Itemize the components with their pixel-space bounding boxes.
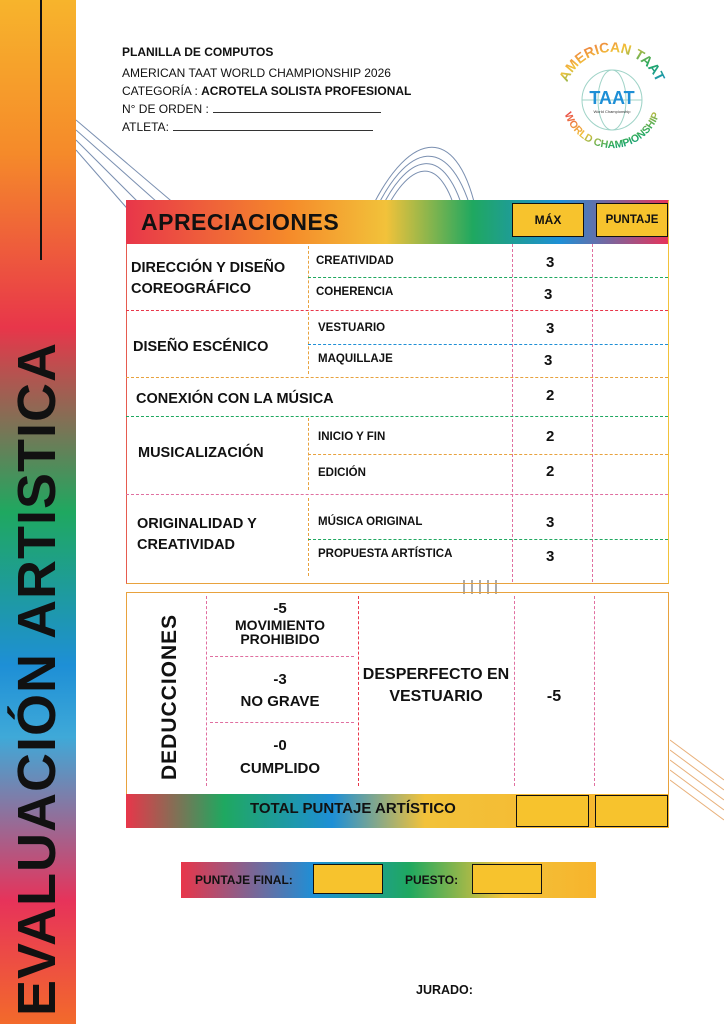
championship-logo (550, 38, 674, 162)
jurado-label: JURADO: (416, 983, 473, 997)
divider (308, 277, 668, 278)
deduction-value: -0 (273, 737, 287, 754)
deduction-value: -3 (273, 671, 287, 688)
special-deduction-value: -5 (546, 688, 562, 705)
atleta-field[interactable] (173, 121, 373, 131)
item-label: MÚSICA ORIGINAL (318, 516, 423, 528)
score-cell[interactable] (594, 312, 666, 343)
divider (308, 454, 668, 455)
deductions-title: DEDUCCIONES (158, 613, 181, 780)
category-label: DISEÑO ESCÉNICO (133, 339, 269, 355)
side-title: EVALUACIÓN ARTISTICA (7, 342, 67, 1016)
special-deduction-label: DESPERFECTO EN VESTUARIO (362, 666, 510, 705)
item-label: CREATIVIDAD (316, 255, 394, 267)
divider (126, 377, 668, 378)
header-categoria (122, 84, 411, 98)
item-label: MAQUILLAJE (318, 353, 393, 365)
divider (206, 596, 207, 786)
logo-small-text: World Championship (593, 109, 631, 114)
score-cell[interactable] (594, 279, 666, 309)
deduction-label: MOVIMIENTO PROHIBIDO (235, 617, 325, 647)
score-header: PUNTAJE (596, 203, 668, 237)
atleta-label: ATLETA: (122, 120, 169, 134)
header-atleta (122, 120, 373, 134)
divider (126, 494, 668, 495)
category-label: DIRECCIÓN Y DISEÑO COREOGRÁFICO (131, 260, 286, 297)
divider (592, 244, 593, 582)
deduction-label: CUMPLIDO (240, 760, 320, 777)
deduction-value: -5 (273, 600, 287, 617)
score-cell[interactable] (594, 456, 666, 493)
side-divider-line (40, 0, 42, 260)
categoria-label: CATEGORÍA : (122, 84, 198, 98)
divider (358, 596, 359, 786)
max-header: MÁX (512, 203, 584, 237)
header-orden (122, 102, 381, 116)
table-title: APRECIACIONES (141, 209, 340, 235)
score-cell[interactable] (594, 346, 666, 376)
logo-top-text: AMERICAN TAAT (555, 38, 669, 84)
svg-text:AMERICAN TAAT (556, 39, 669, 84)
divider (514, 596, 515, 786)
deduction-label: NO GRAVE (240, 693, 320, 710)
divider (308, 539, 668, 540)
score-cell[interactable] (594, 379, 666, 415)
svg-text:WORLD CHAMPIONSHIP (562, 110, 663, 151)
logo-bottom-text: WORLD CHAMPIONSHIP (561, 110, 663, 152)
categoria-value: ACROTELA SOLISTA PROFESIONAL (201, 84, 412, 98)
divider (594, 596, 595, 786)
total-label: TOTAL PUNTAJE ARTÍSTICO (250, 800, 456, 817)
final-score-box[interactable] (313, 864, 383, 894)
score-cell[interactable] (594, 246, 666, 276)
place-label: PUESTO: (405, 873, 459, 887)
divider (512, 244, 513, 582)
total-score-box[interactable] (595, 795, 668, 827)
divider (308, 312, 309, 374)
jurado-signature-field[interactable] (490, 980, 650, 1000)
divider (210, 656, 354, 657)
item-label: INICIO Y FIN (318, 431, 386, 443)
orden-field[interactable] (213, 103, 381, 113)
orden-label: N° DE ORDEN : (122, 102, 209, 116)
score-cell[interactable] (594, 541, 666, 581)
max-value: 2 (546, 387, 555, 404)
divider (126, 416, 668, 417)
deduction-score-cell[interactable] (596, 598, 666, 784)
item-label: VESTUARIO (318, 322, 386, 334)
divider (210, 722, 354, 723)
place-box[interactable] (472, 864, 542, 894)
score-cell[interactable] (594, 418, 666, 453)
max-value: 2 (546, 428, 555, 445)
item-label: PROPUESTA ARTÍSTICA (318, 548, 453, 560)
max-value: 3 (546, 548, 555, 565)
item-label: COHERENCIA (316, 286, 394, 298)
category-label: CONEXIÓN CON LA MÚSICA (136, 391, 334, 407)
total-max-box[interactable] (516, 795, 589, 827)
header-line1: PLANILLA DE COMPUTOS (122, 45, 274, 59)
category-label: MUSICALIZACIÓN (138, 445, 264, 461)
score-cell[interactable] (594, 496, 666, 538)
logo-center-text: TAAT (589, 88, 635, 108)
max-value: 3 (546, 514, 555, 531)
deductions-table (126, 592, 669, 828)
divider (126, 310, 668, 311)
max-value: 3 (544, 352, 553, 369)
header-line2: AMERICAN TAAT WORLD CHAMPIONSHIP 2026 (122, 66, 391, 80)
max-value: 3 (544, 286, 553, 303)
max-value: 3 (546, 320, 555, 337)
divider (308, 344, 668, 345)
max-value: 3 (546, 254, 555, 271)
divider (308, 498, 309, 576)
max-value: 2 (546, 463, 555, 480)
category-label: ORIGINALIDAD Y CREATIVIDAD (137, 516, 257, 553)
decorative-lines-right (670, 720, 724, 850)
final-score-label: PUNTAJE FINAL: (195, 873, 293, 887)
item-label: EDICIÓN (318, 467, 366, 479)
